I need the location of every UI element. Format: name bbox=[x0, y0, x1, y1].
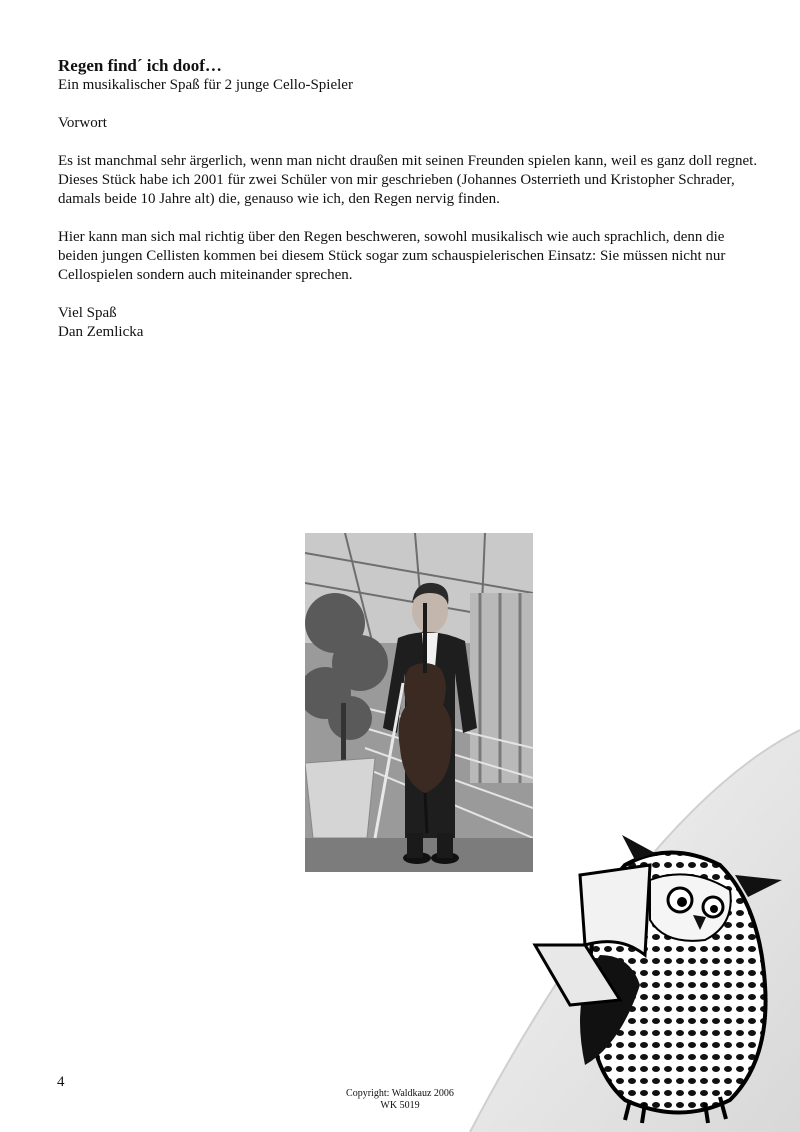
document-body bbox=[58, 56, 758, 342]
paragraph-2: Hier kann man sich mal richtig über den Regen beschweren, sowohl musikalisch wie auch sprachlich, denn die beiden jungen Cellisten kommen bei diesem Stück sogar zum schauspielerischen Einsatz: Sie müssen nicht nur Cellospielen sondern auch miteinander sprechen. bbox=[58, 229, 726, 283]
footer bbox=[300, 1088, 500, 1112]
owl-mascot-icon bbox=[530, 835, 790, 1125]
paragraph-1b: Dieses Stück habe ich 2001 für zwei Schüler von mir geschrieben (Johannes Osterrieth und Kristopher Schrader, damals beide 10 Jahre alt) die, genauso wie ich, den Regen nervig finden. bbox=[58, 172, 735, 207]
copyright-notice: Copyright: Waldkauz 2006 bbox=[346, 1088, 454, 1099]
author-name: Dan Zemlicka bbox=[58, 324, 144, 340]
page-title: Regen find´ ich doof… bbox=[58, 56, 222, 75]
paragraph-1a: Es ist manchmal sehr ärgerlich, wenn man nicht draußen mit seinen Freunden spielen kann, weil es ganz doll regnet. bbox=[58, 153, 758, 169]
closing-line: Viel Spaß bbox=[58, 305, 117, 321]
catalog-number: WK 5019 bbox=[380, 1100, 420, 1111]
page-number: 4 bbox=[57, 1074, 65, 1090]
page-subtitle: Ein musikalischer Spaß für 2 junge Cello-Spieler bbox=[58, 77, 353, 93]
cellist-photo bbox=[305, 533, 533, 872]
section-heading: Vorwort bbox=[58, 115, 107, 131]
